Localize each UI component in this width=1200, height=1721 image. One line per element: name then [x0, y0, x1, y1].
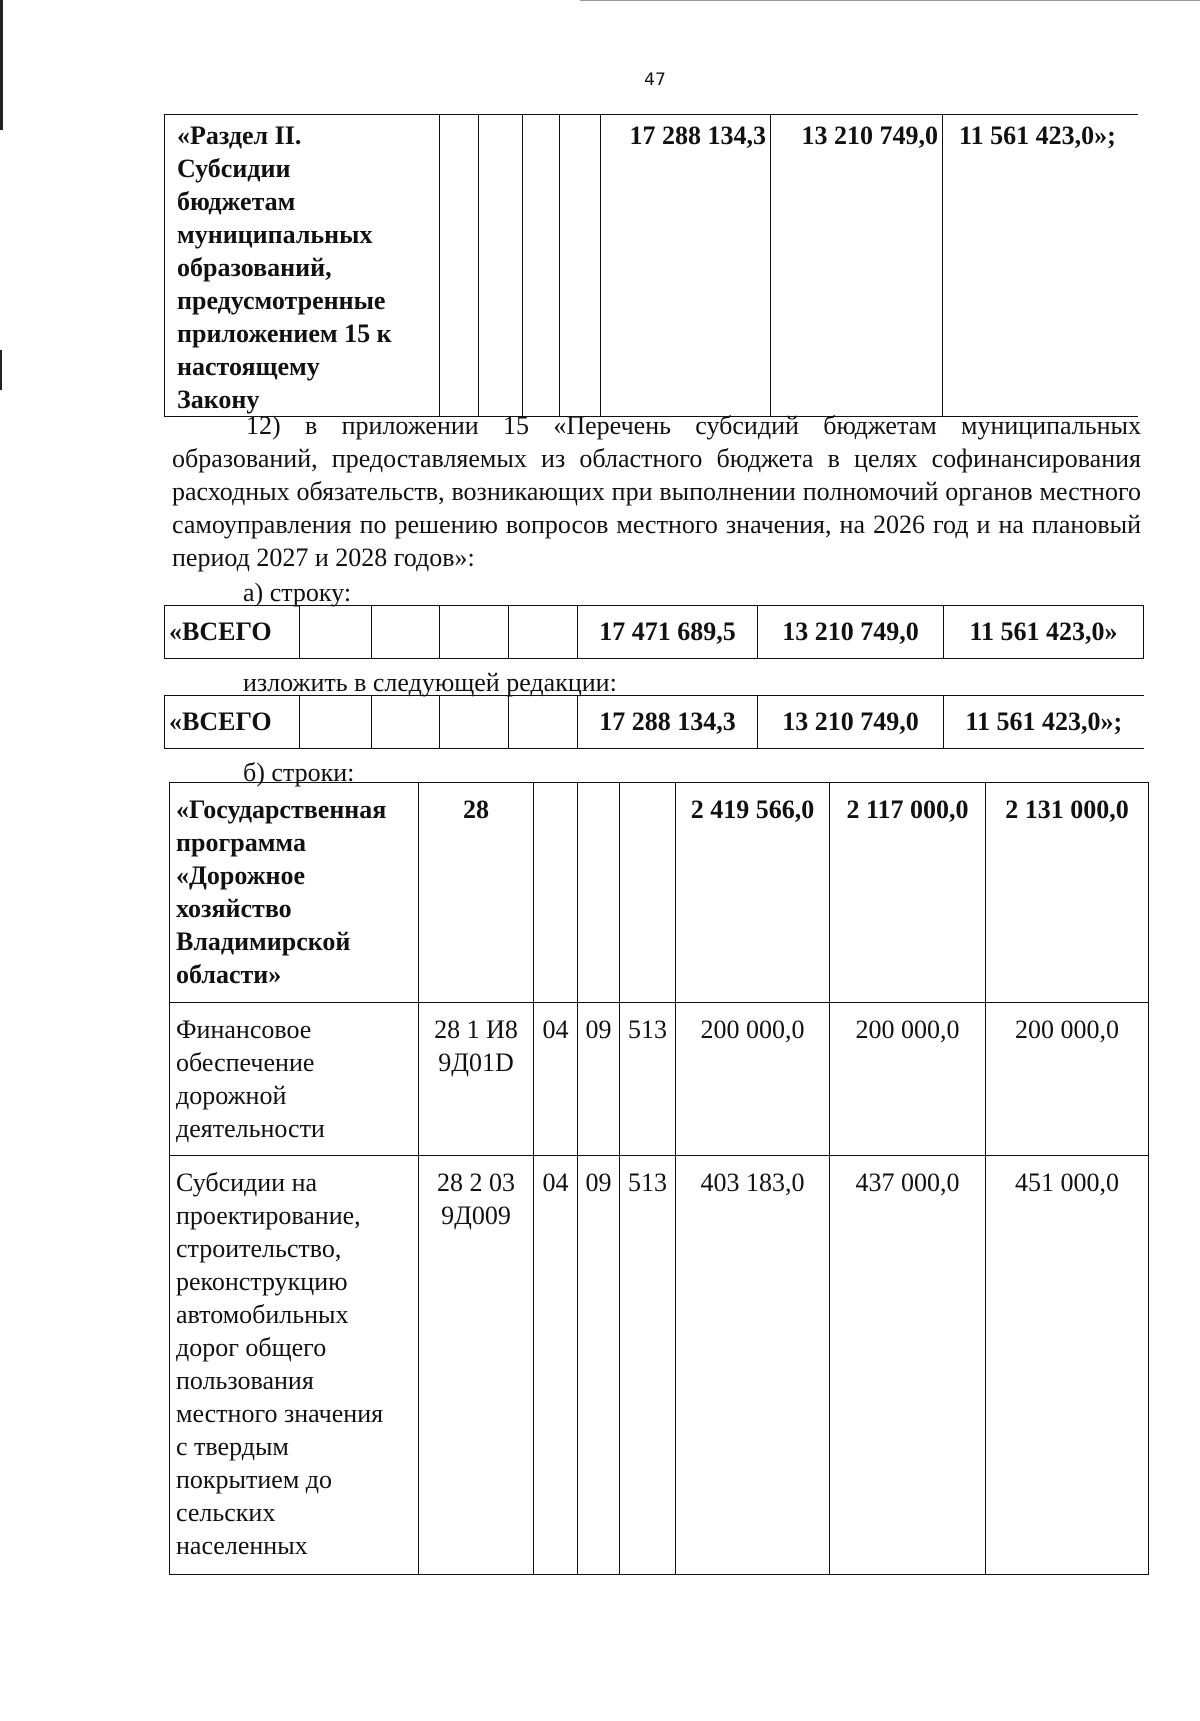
row-code: 28 1 И8 9Д01D [419, 1003, 534, 1156]
empty-cell [300, 606, 372, 659]
row-value-2026: 2 419 566,0 [676, 783, 830, 1003]
empty-cell [300, 696, 372, 749]
empty-cell [440, 606, 509, 659]
row-value-2026: 403 183,0 [676, 1156, 830, 1575]
item-a: а) строку: [243, 578, 352, 607]
row-name: «Государственная программа «Дорожное хозяйство Владимирской области» [170, 783, 419, 1003]
value-2027: 13 210 749,0 [771, 115, 943, 417]
new-value-2028: 11 561 423,0»; [944, 696, 1144, 749]
row-code: 28 2 03 9Д009 [419, 1156, 534, 1575]
table-row [170, 1156, 1149, 1575]
empty-cell [372, 606, 440, 659]
empty-cell [509, 606, 578, 659]
row-type: 513 [620, 1156, 676, 1575]
row-value-2028: 451 000,0 [986, 1156, 1149, 1575]
empty-cell [560, 115, 601, 417]
row-type: 513 [620, 1003, 676, 1156]
row-name: Финансовое обеспечение дорожной деятельности [170, 1003, 419, 1156]
row-type [620, 783, 676, 1003]
item-b: б) строки: [243, 758, 355, 787]
scan-edge-mark [0, 0, 3, 130]
row-code: 28 [419, 783, 534, 1003]
value-2028: 11 561 423,0»; [943, 115, 1138, 417]
section-table [164, 114, 1138, 417]
row-value-2027: 2 117 000,0 [830, 783, 986, 1003]
new-value-2026: 17 288 134,3 [578, 696, 758, 749]
table-row [170, 783, 1149, 1003]
row-value-2028: 2 131 000,0 [986, 783, 1149, 1003]
row-section: 04 [534, 1003, 578, 1156]
row-value-2026: 200 000,0 [676, 1003, 830, 1156]
empty-cell [372, 696, 440, 749]
old-total-row [164, 605, 1144, 659]
value-2026: 17 288 134,3 [601, 115, 771, 417]
page-number: 47 [644, 70, 666, 90]
row-subsection [578, 783, 620, 1003]
empty-cell [440, 115, 479, 417]
program-rows-table [169, 782, 1149, 1575]
old-value-2027: 13 210 749,0 [758, 606, 944, 659]
scan-top-line [580, 0, 1200, 1]
new-total-row [164, 695, 1144, 749]
paragraph-text: 12) в приложении 15 «Перечень субсидий бюджетам муниципальных образований, предоставляемых из областного бюджета в целях софинансирования расходных обязательств, возникающих при выполнении полномочий органов местного самоуправления по решению вопросов местного значения, на 2026 год и на плановый период 2027 и 2028 годов»: [172, 411, 1141, 572]
empty-cell [509, 696, 578, 749]
table-row [170, 1003, 1149, 1156]
empty-cell [523, 115, 560, 417]
paragraph-12 [172, 409, 1141, 574]
scan-edge-mark [0, 350, 2, 390]
new-total-label: «ВСЕГО [165, 696, 300, 749]
row-value-2027: 437 000,0 [830, 1156, 986, 1575]
old-total-label: «ВСЕГО [165, 606, 300, 659]
new-value-2027: 13 210 749,0 [758, 696, 944, 749]
old-value-2028: 11 561 423,0» [944, 606, 1144, 659]
empty-cell [479, 115, 523, 417]
replace-text: изложить в следующей редакции: [243, 668, 617, 697]
row-value-2028: 200 000,0 [986, 1003, 1149, 1156]
row-section [534, 783, 578, 1003]
row-section: 04 [534, 1156, 578, 1575]
row-name: Субсидии на проектирование, строительство, реконструкцию автомобильных дорог общего пользования местного значения с твердым покрытием до сельских населенных [170, 1156, 419, 1575]
row-value-2027: 200 000,0 [830, 1003, 986, 1156]
empty-cell [440, 696, 509, 749]
row-subsection: 09 [578, 1003, 620, 1156]
section-label: «Раздел II. Субсидии бюджетам муниципальных образований, предусмотренные приложением 15 к настоящему Закону [165, 115, 440, 417]
old-value-2026: 17 471 689,5 [578, 606, 758, 659]
row-subsection: 09 [578, 1156, 620, 1575]
